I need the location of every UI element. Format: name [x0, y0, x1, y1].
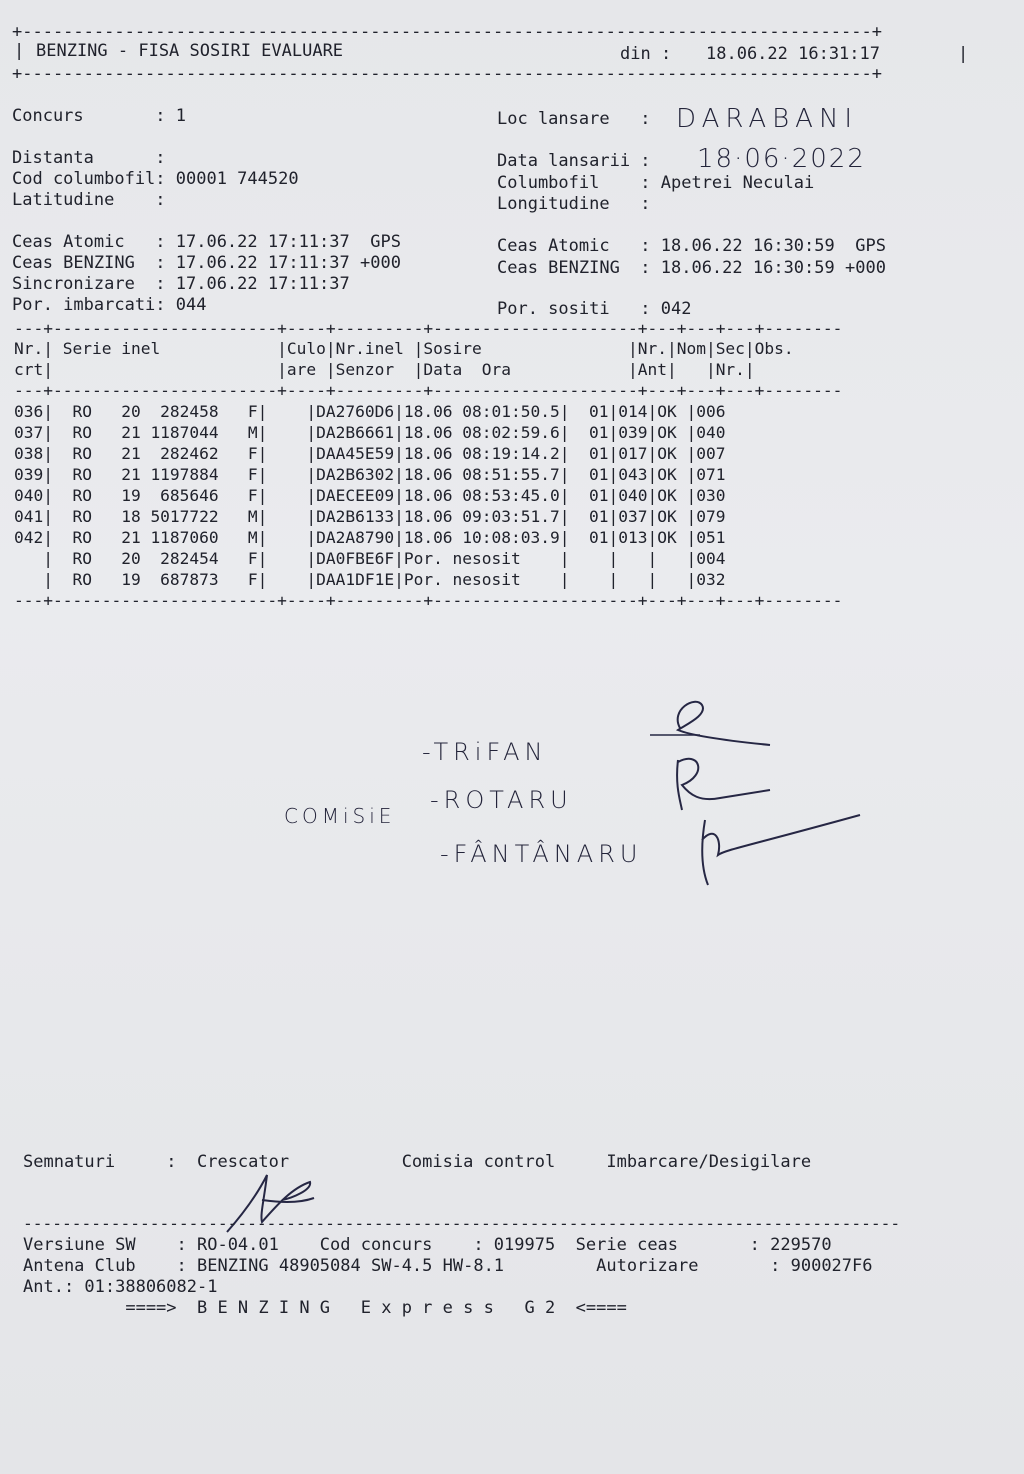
table-separator-bottom: ---+-----------------------+----+---------+---------------------+---+---+---+-------- — [14, 591, 843, 610]
semnaturi-line: Semnaturi : Crescator Comisia control Imbarcare/Desigilare — [23, 1152, 812, 1172]
benzing-express-line: ====> B E N Z I N G E x p r e s s G 2 <==== — [23, 1298, 627, 1318]
sincronizare-line: Sincronizare : 17.06.22 17:11:37 — [12, 274, 350, 294]
table-row: 040| RO 19 685646 F| |DAECEE09|18.06 08:53:45.0| 01|040|OK |030 — [14, 486, 726, 505]
handwritten-member-rotaru: -ROTARU — [430, 786, 573, 814]
table-header-row-2: crt| |are |Senzor |Data Ora |Ant| |Nr.| — [14, 360, 755, 379]
ceas-atomic-left: Ceas Atomic : 17.06.22 17:11:37 GPS — [12, 232, 401, 252]
loc-lansare-line: Loc lansare : — [497, 109, 651, 129]
concurs-line: Concurs : 1 — [12, 106, 186, 126]
ceas-benzing-left: Ceas BENZING : 17.06.22 17:11:37 +000 — [12, 253, 401, 273]
cod-columbofil-line: Cod columbofil: 00001 744520 — [12, 169, 299, 189]
handwritten-data-lansarii: 18·06·2022 — [697, 144, 866, 174]
data-lansarii-line: Data lansarii : — [497, 151, 651, 171]
table-row: 037| RO 21 1187044 M| |DA2B6661|18.06 08:02:59.6| 01|039|OK |040 — [14, 423, 726, 442]
commission-signatures — [630, 690, 880, 900]
table-row: 041| RO 18 5017722 M| |DA2B6133|18.06 09:03:51.7| 01|037|OK |079 — [14, 507, 726, 526]
header-right-bar: | — [958, 44, 969, 64]
header-title: BENZING - FISA SOSIRI EVALUARE — [36, 41, 344, 61]
ceas-atomic-right: Ceas Atomic : 18.06.22 16:30:59 GPS — [497, 236, 886, 256]
latitudine-line: Latitudine : — [12, 190, 166, 210]
handwritten-comisie: COMiSiE — [284, 804, 396, 828]
handwritten-member-fantanaru: -FÂNTÂNARU — [440, 840, 643, 868]
header-left-bar: | — [14, 41, 25, 61]
table-separator-mid: ---+-----------------------+----+---------+---------------------+---+---+---+-------- — [14, 381, 843, 400]
distanta-line: Distanta : — [12, 148, 166, 168]
versiune-line: Versiune SW : RO-04.01 Cod concurs : 019975 Serie ceas : 229570 — [23, 1235, 832, 1255]
header-bottom-border: +-----------------------------------------------------------------------------------+ — [12, 64, 882, 84]
table-separator-top: ---+-----------------------+----+---------+---------------------+---+---+---+-------- — [14, 319, 843, 338]
antena-line: Antena Club : BENZING 48905084 SW-4.5 HW-8.1 Autorizare : 900027F6 — [23, 1256, 873, 1276]
table-header-row-1: Nr.| Serie inel |Culo|Nr.inel |Sosire |Nr.|Nom|Sec|Obs. — [14, 339, 794, 358]
ant-line: Ant.: 01:38806082-1 — [23, 1277, 218, 1297]
header-top-border: +-----------------------------------------------------------------------------------+ — [12, 22, 882, 42]
table-row: | RO 20 282454 F| |DA0FBE6F|Por. nesosit | | | |004 — [14, 549, 726, 568]
table-row: 042| RO 21 1187060 M| |DA2A8790|18.06 10:08:03.9| 01|013|OK |051 — [14, 528, 726, 547]
handwritten-member-trifan: -TRiFAN — [422, 738, 548, 766]
longitudine-line: Longitudine : — [497, 194, 651, 214]
por-imbarcati-line: Por. imbarcati: 044 — [12, 295, 207, 315]
columbofil-line: Columbofil : Apetrei Neculai — [497, 173, 815, 193]
table-row: 039| RO 21 1197884 F| |DA2B6302|18.06 08:51:55.7| 01|043|OK |071 — [14, 465, 726, 484]
table-row: 036| RO 20 282458 F| |DA2760D6|18.06 08:01:50.5| 01|014|OK |006 — [14, 402, 726, 421]
table-row: | RO 19 687873 F| |DAA1DF1E|Por. nesosit | | | |032 — [14, 570, 726, 589]
header-din-label: din : — [620, 44, 672, 64]
por-sositi-line: Por. sositi : 042 — [497, 299, 692, 319]
table-row: 038| RO 21 282462 F| |DAA45E59|18.06 08:19:14.2| 01|017|OK |007 — [14, 444, 726, 463]
header-din-value: 18.06.22 16:31:17 — [706, 44, 880, 64]
footer-separator: ------------------------------------------------------------------------------------------ — [23, 1214, 901, 1233]
ceas-benzing-right: Ceas BENZING : 18.06.22 16:30:59 +000 — [497, 258, 886, 278]
handwritten-loc-lansare: DARABANI — [676, 104, 859, 134]
